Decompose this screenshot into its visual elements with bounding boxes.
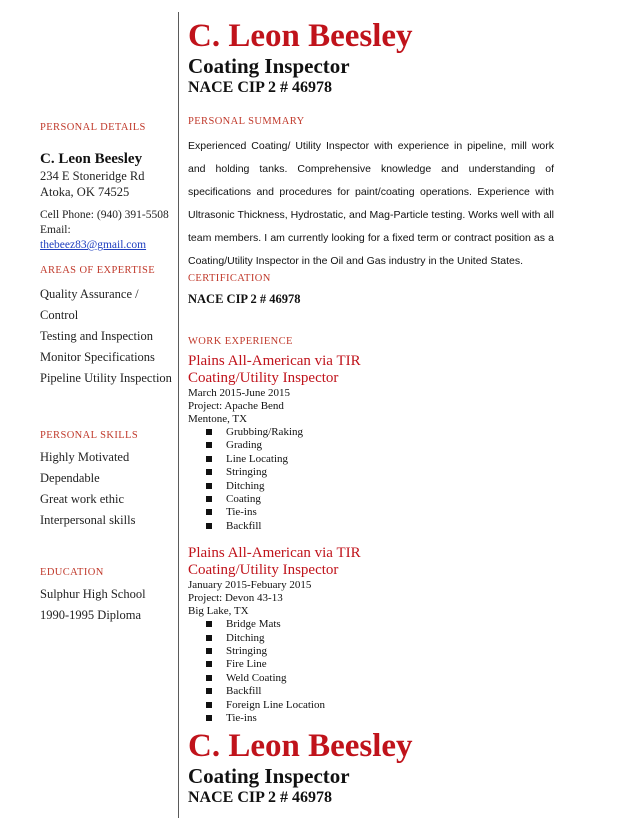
job-duties	[206, 426, 608, 533]
job-location: Mentone, TX	[188, 413, 248, 425]
certification-value: NACE CIP 2 # 46978	[188, 292, 301, 306]
duty-item: Coating	[206, 493, 608, 506]
certification-heading: CERTIFICATION	[188, 273, 271, 284]
skill-item: Interpersonal skills	[40, 513, 136, 527]
footer-title: Coating Inspector	[188, 764, 350, 788]
education-heading: EDUCATION	[40, 567, 104, 578]
job-employer: Plains All-American via TIR	[188, 545, 361, 562]
duty-item: Tie-ins	[206, 506, 608, 519]
job-role: Coating/Utility Inspector	[188, 562, 339, 579]
duty-item: Backfill	[206, 685, 608, 698]
bullet-icon	[206, 483, 212, 489]
bullet-icon	[206, 702, 212, 708]
expertise-item: Monitor Specifications	[40, 350, 155, 364]
bullet-icon	[206, 635, 212, 641]
school-years: 1990-1995 Diploma	[40, 608, 142, 622]
contact-name: C. Leon Beesley	[40, 151, 143, 167]
personal-details-section	[40, 122, 176, 253]
skills-heading: PERSONAL SKILLS	[40, 430, 139, 441]
header-name: C. Leon Beesley	[188, 18, 413, 54]
duty-item: Stringing	[206, 466, 608, 479]
job-duties	[206, 618, 608, 725]
bullet-icon	[206, 715, 212, 721]
job-role: Coating/Utility Inspector	[188, 370, 339, 386]
duty-item: Grading	[206, 439, 608, 452]
duty-item: Weld Coating	[206, 672, 608, 685]
duty-item: Tie-ins	[206, 712, 608, 725]
footer-header	[188, 728, 608, 808]
footer-name: C. Leon Beesley	[188, 728, 413, 764]
bullet-icon	[206, 675, 212, 681]
expertise-item: Testing and Inspection	[40, 329, 153, 343]
bullet-icon	[206, 509, 212, 515]
bullet-icon	[206, 496, 212, 502]
header	[188, 18, 608, 98]
skill-item: Great work ethic	[40, 492, 124, 506]
summary-section	[188, 116, 608, 273]
bullet-icon	[206, 621, 212, 627]
duty-item: Foreign Line Location	[206, 699, 608, 712]
duty-item: Bridge Mats	[206, 618, 608, 631]
duty-item: Grubbing/Raking	[206, 426, 608, 439]
bullet-icon	[206, 661, 212, 667]
bullet-icon	[206, 648, 212, 654]
skill-item: Highly Motivated	[40, 450, 130, 464]
expertise-item: Quality Assurance /	[40, 287, 139, 301]
job-entry	[188, 353, 608, 533]
school: Sulphur High School	[40, 587, 146, 601]
job-dates: January 2015-Febuary 2015	[188, 579, 312, 592]
summary-text: Experienced Coating/ Utility Inspector with experience in pipeline, mill work and holding tanks. Comprehensive knowledge and understanding of specifications and procedures for paint/coating operations. Experience with Ultrasonic Thickness, Hydrostatic, and Mag-Particle testing. Works well with all team members. I am currently looking for a fixed term or contract position as a Coating/Utility Inspector in the Oil and Gas industry in the United States.	[188, 140, 554, 267]
footer-cert: NACE CIP 2 # 46978	[188, 789, 333, 806]
duty-item: Line Locating	[206, 453, 608, 466]
expertise-item: Pipeline Utility Inspection	[40, 371, 172, 385]
bullet-icon	[206, 523, 212, 529]
bullet-icon	[206, 442, 212, 448]
personal-details-heading: PERSONAL DETAILS	[40, 122, 146, 133]
address-line-1: 234 E Stoneridge Rd	[40, 169, 145, 183]
summary-heading: PERSONAL SUMMARY	[188, 116, 305, 127]
job-project: Project: Devon 43-13	[188, 592, 283, 605]
expertise-item: Control	[40, 308, 79, 322]
job-project: Project: Apache Bend	[188, 400, 284, 412]
education-section	[40, 567, 176, 626]
address-line-2: Atoka, OK 74525	[40, 185, 130, 199]
certification-section	[188, 273, 608, 307]
work-section	[188, 336, 608, 726]
skills-section	[40, 430, 176, 531]
expertise-section	[40, 265, 176, 389]
duty-item: Ditching	[206, 480, 608, 493]
bullet-icon	[206, 469, 212, 475]
duty-item: Fire Line	[206, 658, 608, 671]
bullet-icon	[206, 429, 212, 435]
skill-item: Dependable	[40, 471, 100, 485]
phone: Cell Phone: (940) 391-5508	[40, 209, 169, 221]
email-row	[40, 223, 176, 253]
work-heading: WORK EXPERIENCE	[188, 336, 293, 347]
job-employer: Plains All-American via TIR	[188, 353, 361, 369]
bullet-icon	[206, 456, 212, 462]
header-cert: NACE CIP 2 # 46978	[188, 79, 333, 96]
column-divider	[178, 12, 179, 818]
email-link[interactable]: thebeez83@gmail.com	[40, 239, 147, 251]
job-entry	[188, 545, 608, 725]
email-label: Email:	[40, 224, 71, 236]
duty-item: Stringing	[206, 645, 608, 658]
job-location: Big Lake, TX	[188, 605, 249, 618]
job-dates: March 2015-June 2015	[188, 387, 291, 399]
header-title: Coating Inspector	[188, 54, 350, 78]
expertise-heading: AREAS OF EXPERTISE	[40, 265, 156, 276]
duty-item: Backfill	[206, 520, 608, 533]
duty-item: Ditching	[206, 632, 608, 645]
bullet-icon	[206, 688, 212, 694]
